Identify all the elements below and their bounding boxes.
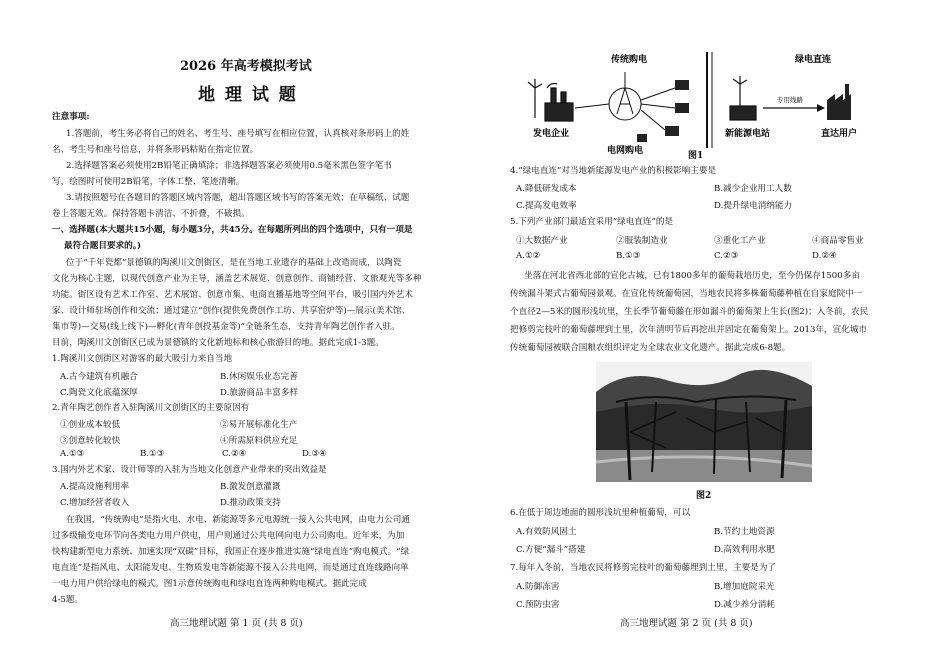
passage3-line: 把修剪完枝叶的葡萄藤埋到土里，次年清明节后再挖出并固定在葡萄架上。2013年，宣化城市 (510, 325, 868, 335)
q6-option-d[interactable]: D.高效利用水肥 (714, 545, 775, 555)
q1-option-d[interactable]: D.旅游商品丰富多样 (220, 388, 299, 398)
q3-option-a[interactable]: A.提高设施利用率 (60, 482, 130, 492)
passage2-line: 快构建新型电力系统、加速实现“双碳”目标，我国正在逐步推进实施“绿电直连”购电模式。“绿 (52, 547, 410, 557)
q5-option-d[interactable]: D.②④ (812, 251, 837, 261)
figure1-label-generator: 发电企业 (533, 129, 570, 139)
new-energy-station-icon (730, 76, 756, 120)
q5-option-b[interactable]: B.①③ (616, 251, 641, 261)
factory-icon (827, 84, 851, 120)
question-2: 2.青年陶艺创作者入驻陶溪川文创街区的主要原因有 (52, 403, 250, 413)
notice-line: 写，绘图时可使用2B铅笔，字体工整、笔迹清晰。 (52, 177, 245, 187)
notice-line: 名、考生号和座号信息，并将条形码粘贴在指定位置。 (52, 145, 259, 155)
q6-option-a[interactable]: A.有效防风固土 (516, 527, 577, 537)
figure1-label-traditional: 传统购电 (611, 55, 648, 65)
passage1-line: 家、设计师驻场创作和交流；通过建立“创作(提供免费创作工坊、共享窑炉等)—展示(美术馆、 (52, 306, 411, 316)
q4-option-c[interactable]: C.提高发电效率 (516, 201, 577, 211)
figure1-label-direct-user: 直达用户 (821, 129, 858, 139)
q4-option-b[interactable]: B.减少企业用工人数 (714, 184, 792, 194)
passage1-line: 集市等)—交易(线上线下)—孵化(青年创投基金等)”全链条生态，支持青年陶艺创作者入驻。 (52, 322, 400, 332)
q5-option-c[interactable]: C.②③ (714, 251, 739, 261)
question-6: 6.在低于周边地面的圆形浅坑里种植葡萄，可以 (510, 508, 691, 518)
power-plant-icon (528, 79, 573, 121)
passage2-line: 4-5题。 (52, 595, 84, 605)
q3-option-d[interactable]: D.推动政策支持 (220, 498, 281, 508)
figure1-label-line: 专用线路 (777, 96, 803, 104)
page-footer: 高三地理试题 第 2 页 (共 8 页) (620, 618, 753, 629)
section1-heading-cont: 最符合题目要求的。) (64, 241, 142, 251)
section1-heading: 一、选择题(本大题共15小题，每小题3分，共45分。在每题所列出的四个选项中，只有一项是 (52, 225, 413, 235)
figure1-label-new-station: 新能源电站 (725, 129, 771, 139)
q6-option-c[interactable]: C.方便“漏斗”搭建 (516, 545, 586, 555)
notice-heading: 注意事项: (52, 112, 90, 122)
figure2-caption: 图2 (696, 491, 712, 501)
passage2-line: 在我国，“传统购电”是指火电、水电、新能源等多元电源统一接入公共电网，由电力公司通 (66, 515, 410, 525)
q5-item: ②服装制造业 (616, 236, 668, 246)
passage3-line: 个直径2—5米的圆形浅坑里，生长季节葡萄藤在形如漏斗的葡萄架上生长(图2)；入冬前，农民 (510, 307, 869, 317)
q2-item: ④所需原料供应充足 (220, 436, 298, 446)
q2-option-c[interactable]: C.②④ (222, 449, 247, 459)
q5-item: ④商品零售业 (812, 236, 864, 246)
q3-option-b[interactable]: B.激发创意灌溉 (220, 482, 281, 492)
passage1-line: 位于“千年瓷都”景德镇的陶溪川文创街区，是在当地工业遗存的基础上改造而成，以陶瓷 (66, 258, 402, 268)
passage2-line: 一电力用户供给绿电的模式。图1示意传统购电和绿电直连两种购电模式。据此完成 (52, 579, 367, 589)
exam-title: 2026 年高考模拟考试 (180, 59, 312, 74)
question-4: 4.“绿电直连”对当地新能源发电产业的积极影响主要是 (510, 166, 717, 176)
passage2-line: 电直连”是指风电、太阳能发电、生物质发电等新能源不接入公共电网，而是通过直连线路向单 (52, 563, 409, 573)
question-3: 3.国内外艺术家、设计师等的入驻为当地文化创意产业带来的突出效益是 (52, 465, 327, 475)
grid-tower-icon (575, 72, 675, 130)
notice-line: 1.答题前，考生务必将自己的姓名、考生号、座号填写在相应位置，认真核对条形码上的姓 (66, 129, 410, 139)
figure-1-diagram (525, 48, 865, 160)
q7-option-a[interactable]: A.防御冻害 (516, 582, 560, 592)
notice-line: 卷上答题无效。保持答题卡清洁、不折叠，不破损。 (52, 209, 250, 219)
notice-line: 3.请按照题号在各题目的答题区域内答题，超出答题区域书写的答案无效；在草稿纸、试题 (66, 193, 410, 203)
q6-option-b[interactable]: B.节约土地资源 (714, 527, 775, 537)
q7-option-b[interactable]: B.增加庭院采光 (714, 582, 775, 592)
q1-option-c[interactable]: C.陶瓷文化底蕴深厚 (60, 388, 138, 398)
passage1-line: 文化为核心主题，以现代创意产业为主导，涵盖艺术展览、创意创作、商铺经营、文旅观光等多种 (52, 274, 422, 284)
q7-option-d[interactable]: D.减少养分消耗 (714, 600, 775, 610)
q3-option-c[interactable]: C.增加经营者收入 (60, 498, 130, 508)
question-1: 1.陶溪川文创街区对游客的最大吸引力来自当地 (52, 354, 233, 364)
notice-line: 2.选择题答案必须使用2B铅笔正确填涂；非选择题答案必须使用0.5毫米黑色签字笔书 (66, 161, 392, 171)
page-footer: 高三地理试题 第 1 页 (共 8 页) (170, 618, 303, 629)
question-5: 5.下列产业部门最适宜采用“绿电直连”的是 (510, 217, 674, 227)
passage3-line: 坐落在河北省西北部的宣化古城，已有1800多年的葡萄栽培历史，至今仍保存1500多亩 (524, 271, 860, 281)
q5-option-a[interactable]: A.①② (516, 251, 541, 261)
passage1-line: 功能。街区设有艺术工作室、艺术展馆、创意市集、电商直播基地等空间平台，吸引国内外艺术 (52, 290, 413, 300)
figure1-caption: 图1 (688, 151, 704, 161)
q2-item: ①创业成本较低 (60, 420, 121, 430)
q7-option-c[interactable]: C.预防虫害 (516, 600, 560, 610)
q2-option-d[interactable]: D.③④ (302, 449, 327, 459)
passage3-line: 传统葡萄园被联合国粮农组织评定为全球农业文化遗产。据此完成6-8题。 (510, 343, 791, 353)
figure1-label-grid-buy: 电网购电 (607, 146, 644, 156)
q4-option-d[interactable]: D.提升绿电消纳能力 (714, 201, 793, 211)
q2-option-b[interactable]: B.①③ (140, 449, 165, 459)
passage3-line: 传统漏斗架式古葡萄园景观。在宣化传统葡萄园，当地农民将多株葡萄藤种植在自家庭院中一 (510, 289, 863, 299)
right-page (480, 0, 950, 672)
q1-option-a[interactable]: A.古今建筑有机融合 (60, 372, 138, 382)
passage2-line: 过多级输变电环节向各类电力用户供电，用户则通过公共电网向电力公司购电。近年来，为加 (52, 531, 405, 541)
figure1-label-green: 绿电直连 (795, 55, 832, 65)
question-7: 7.每年入冬前，当地农民将修剪完枝叶的葡萄藤埋到土里，主要是为了 (510, 563, 777, 573)
q4-option-a[interactable]: A.降低研发成本 (516, 184, 577, 194)
figure-2-vineyard-photo (596, 362, 812, 482)
q1-option-b[interactable]: B.休闲娱乐业态完善 (220, 372, 298, 382)
q2-item: ②易开展标准化生产 (220, 420, 298, 430)
q2-item: ③创意转化较快 (60, 436, 121, 446)
consumer-icons (637, 80, 689, 142)
q5-item: ①大数据产业 (516, 236, 568, 246)
subject-title: 地 理 试 题 (198, 85, 298, 105)
q5-item: ③重化工产业 (714, 236, 766, 246)
passage1-line: 目前，陶溪川文创街区已成为景德镇的文化新地标和核心旅游目的地。据此完成1-3题。 (52, 338, 384, 348)
q2-option-a[interactable]: A.①③ (60, 449, 85, 459)
